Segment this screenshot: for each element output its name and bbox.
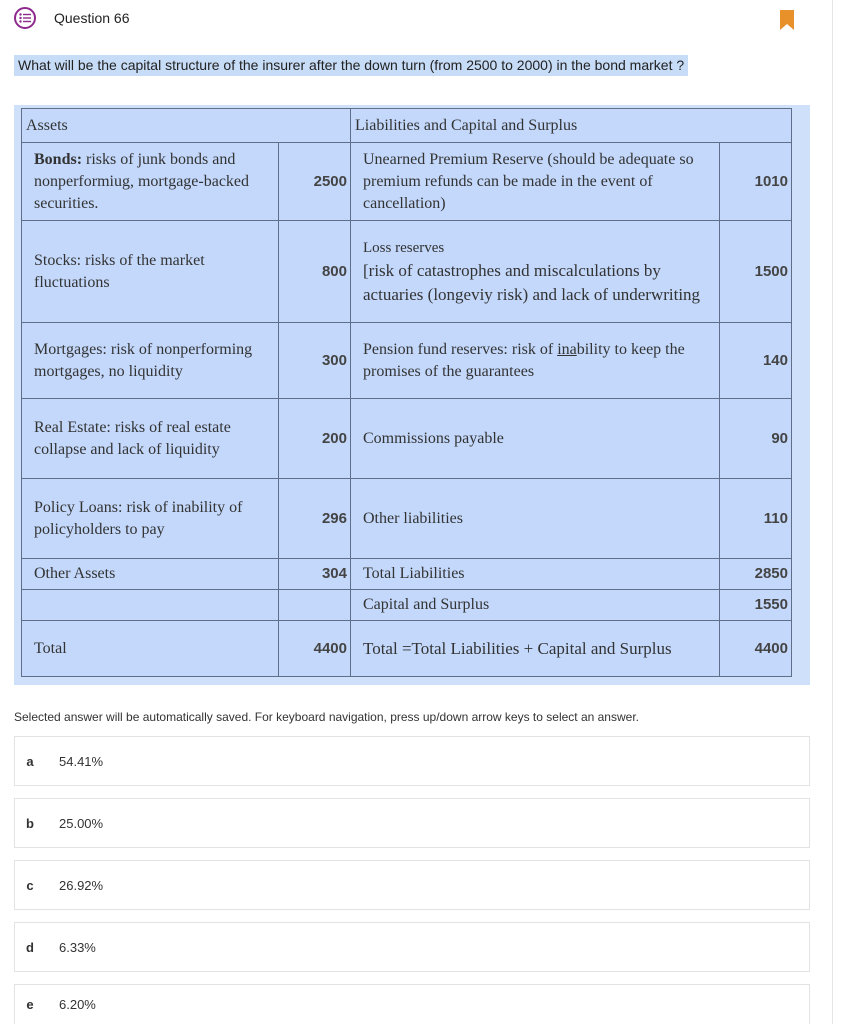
liability-text: Total =Total Liabilities + Capital and Surplus: [351, 621, 720, 677]
question-text: What will be the capital structure of the insurer after the down turn (from 2500 to 2000) in the bond market ?: [14, 55, 688, 76]
table-row: [22, 590, 792, 621]
table-row: [22, 621, 792, 677]
asset-value: 300: [279, 323, 351, 399]
answer-value: 26.92%: [59, 877, 104, 893]
autosave-notice: Selected answer will be automatically saved. For keyboard navigation, press up/down arrow keys to select an answer.: [14, 710, 639, 724]
liability-cell: [351, 323, 720, 399]
answer-letter: c: [26, 877, 34, 893]
balance-sheet-table: [21, 108, 792, 677]
liability-value: 1550: [720, 590, 792, 621]
asset-value: 304: [279, 559, 351, 590]
table-row: [22, 143, 792, 221]
asset-cell: [22, 143, 279, 221]
liability-text: Capital and Surplus: [351, 590, 720, 621]
table-row: [22, 559, 792, 590]
table-row: [22, 479, 792, 559]
liability-value: 1010: [720, 143, 792, 221]
asset-bold: Bonds:: [34, 150, 83, 168]
liability-text-pre: Pension fund reserves: risk of: [363, 340, 558, 358]
answer-option-c[interactable]: [14, 860, 810, 910]
answer-letter: d: [26, 939, 34, 955]
answer-letter: e: [26, 997, 34, 1012]
asset-value: 2500: [279, 143, 351, 221]
page-right-border: [832, 0, 833, 1024]
asset-value: 4400: [279, 621, 351, 677]
answer-option-d[interactable]: [14, 922, 810, 972]
liability-line1: Loss reserves: [363, 239, 445, 256]
answer-value: 54.41%: [59, 753, 104, 769]
asset-text: risks of junk bonds and nonperformiug, mortgage-backed securities.: [34, 150, 250, 212]
answer-option-a[interactable]: [14, 736, 810, 786]
asset-value: 800: [279, 221, 351, 323]
asset-text: Stocks: risks of the market fluctuations: [22, 221, 279, 323]
liability-value: 4400: [720, 621, 792, 677]
asset-empty: [22, 590, 279, 621]
liability-line2: [risk of catastrophes and miscalculations by actuaries (longeviy risk) and lack of underwriting: [363, 260, 701, 304]
asset-value: 200: [279, 399, 351, 479]
liability-value: 110: [720, 479, 792, 559]
table-header-row: [22, 109, 792, 143]
liability-text-underline: ina: [557, 340, 577, 358]
liabilities-header: Liabilities and Capital and Surplus: [351, 109, 792, 143]
asset-value: 296: [279, 479, 351, 559]
asset-text: Real Estate: risks of real estate collapse and lack of liquidity: [22, 399, 279, 479]
asset-text: Other Assets: [22, 559, 279, 590]
liability-value: 140: [720, 323, 792, 399]
question-list-icon[interactable]: [14, 7, 36, 29]
liability-value: 90: [720, 399, 792, 479]
bookmark-icon[interactable]: [780, 10, 794, 35]
liability-value: 1500: [720, 221, 792, 323]
table-row: [22, 221, 792, 323]
liability-text: Unearned Premium Reserve (should be adequate so premium refunds can be made in the event of cancellation): [351, 143, 720, 221]
answer-letter: b: [26, 815, 34, 831]
liability-text: Total Liabilities: [351, 559, 720, 590]
liability-text-post: bility to keep the promises of the guarantees: [363, 340, 685, 380]
liability-cell: [351, 221, 720, 323]
liability-value: 2850: [720, 559, 792, 590]
liability-text: Commissions payable: [351, 399, 720, 479]
assets-header: Assets: [22, 109, 351, 143]
answer-letter: a: [26, 753, 34, 769]
table-row: [22, 399, 792, 479]
asset-text: Mortgages: risk of nonperforming mortgages, no liquidity: [22, 323, 279, 399]
asset-text: Total: [22, 621, 279, 677]
table-row: [22, 323, 792, 399]
answer-value: 6.33%: [59, 939, 96, 955]
asset-value-empty: [279, 590, 351, 621]
answer-option-b[interactable]: [14, 798, 810, 848]
question-header: [14, 6, 130, 30]
answer-value: 25.00%: [59, 815, 104, 831]
answer-value: 6.20%: [59, 997, 96, 1012]
asset-text: Policy Loans: risk of inability of policyholders to pay: [22, 479, 279, 559]
question-title: Question 66: [54, 10, 130, 26]
liability-text: Other liabilities: [351, 479, 720, 559]
answer-option-e[interactable]: [14, 984, 810, 1024]
